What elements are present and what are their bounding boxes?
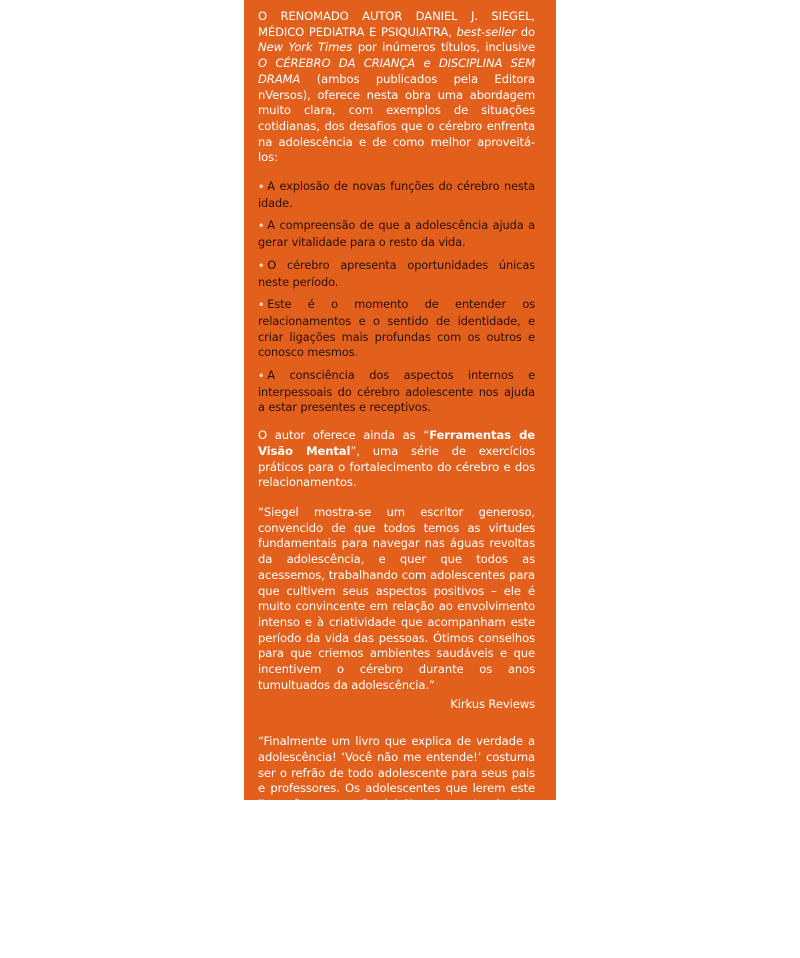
benefit-item <box>258 179 535 211</box>
benefit-text: O cérebro apresenta oportunidades únicas neste período. <box>258 257 535 289</box>
cohen-book: The Opposite of Worry <box>406 942 535 957</box>
intro-mid: por inúmeros títulos, inclusive <box>357 40 535 55</box>
intro-rest: (ambos publicados pela Editora nVersos), oferece nesta obra uma abordagem muito clara, com exemplos de situações cotidianas, dos desafios que o cérebro enfrenta na adolescência e de como melhor aproveitá-los: <box>258 71 535 165</box>
bullet-dot-icon: • <box>258 300 265 312</box>
benefit-text: A compreensão de que a adolescência ajuda a gerar vitalidade para o resto da vida. <box>258 218 535 250</box>
intro-paragraph <box>258 9 535 166</box>
intro-author-caps: O RENOMADO AUTOR DANIEL J. SIEGEL, MÉDICO PEDIATRA E PSIQUIATRA, <box>258 9 535 39</box>
benefit-text: A consciência dos aspectos internos e interpessoais do cérebro adolescente nos ajuda a estar presentes e receptivos. <box>258 368 535 415</box>
intro-do: do <box>520 24 535 39</box>
intro-nyt: New York Times <box>258 40 353 55</box>
benefit-list <box>258 179 535 416</box>
cohen-name: Lawrence J. Cohen, Ph.D., autor de <box>337 926 535 941</box>
benefit-item <box>258 297 535 361</box>
benefit-text: A explosão de novas funções do cérebro nesta idade. <box>258 179 535 210</box>
tools-bold: Ferramentas de Visão Mental <box>258 428 535 458</box>
review-quote-cohen: “Finalmente um livro que explica de verdade a adolescência! ‘Você não me entende!’ costuma ser o refrão de todo adolescente para seus pais e professores. Os adolescentes que lerem este livro vão ver que Daniel Siegel os entende sim. O que mais gostei neste livro foi que Siegel vê a adolescência não como um problema a ser resolvido ou uma dificuldade a ser superada, mas como uma fonte de coragem e criatividade. Este respeito explica por que o livro funciona tão bem como um manual para adolescentes, seus pais e mentores.” <box>258 734 535 921</box>
tools-before: O autor oferece ainda as “ <box>258 428 430 443</box>
benefit-item <box>258 258 535 290</box>
bullet-dot-icon: • <box>258 371 265 383</box>
bullet-dot-icon: • <box>258 221 265 233</box>
review-attribution-kirkus: Kirkus Reviews <box>450 697 535 712</box>
intro-e: e <box>423 56 431 71</box>
intro-book2: DISCIPLINA SEM DRAMA <box>258 56 535 86</box>
review-attribution-cohen <box>258 927 535 958</box>
review-quote-kirkus: “Siegel mostra-se um escritor generoso, convencido de que todos temos as virtudes fundamentais para navegar nas águas revoltas da adolescência, e quer que todos as acessemos, trabalhando com adolescentes para que cultivem seus aspectos positivos – ele é muito convincente em relação ao envolvimento intenso e à criatividade que acompanham este período da vida das pessoas. Ótimos conselhos para que criemos ambientes saudáveis e que incentivem o cérebro durante os anos tumultuados da adolescência.” <box>258 504 535 692</box>
intro-book1: O CÉREBRO DA CRIANÇA <box>258 56 416 71</box>
bullet-dot-icon: • <box>258 182 265 194</box>
benefit-item <box>258 218 535 250</box>
intro-bestseller: best-seller <box>456 24 517 39</box>
benefit-text: Este é o momento de entender os relacionamentos e o sentido de identidade, e criar ligações mais profundas com os outros e conosco mesmos. <box>258 297 535 360</box>
tools-paragraph <box>258 428 535 491</box>
bullet-dot-icon: • <box>258 260 265 272</box>
benefit-item <box>258 368 535 416</box>
tools-after: ”, uma série de exercícios práticos para o fortalecimento do cérebro e dos relacionamentos. <box>258 443 535 490</box>
back-cover-text <box>258 9 535 958</box>
